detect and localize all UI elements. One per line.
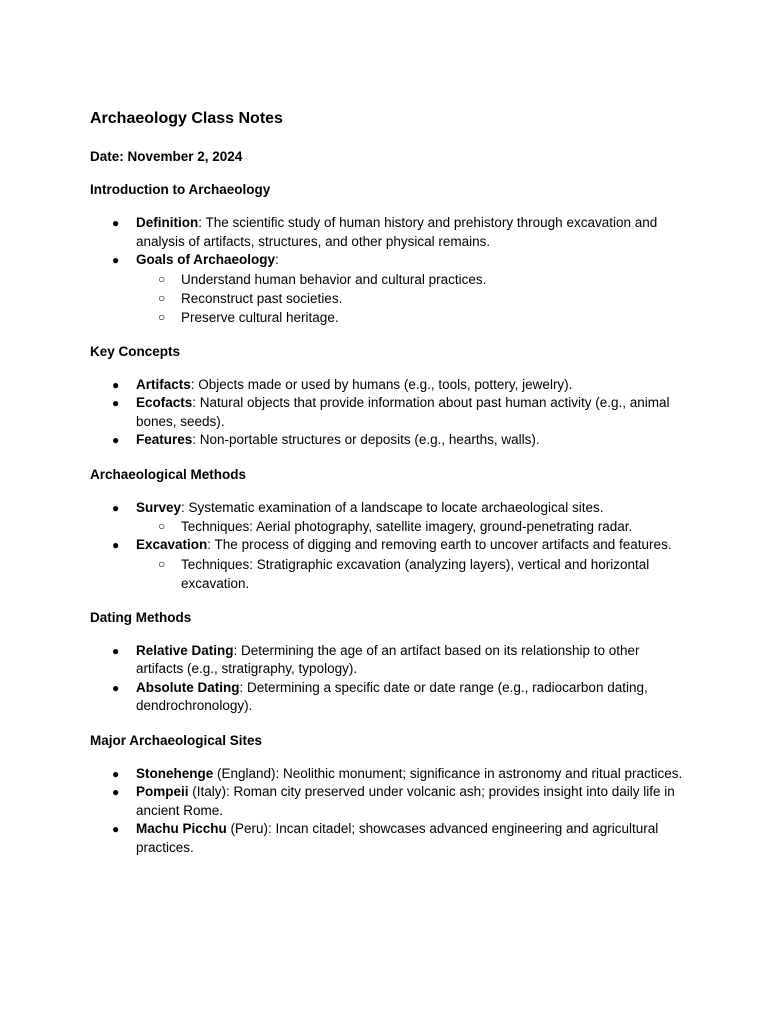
item-text: : Objects made or used by humans (e.g., tools, pottery, jewelry). <box>190 376 573 392</box>
sub-list-item <box>136 308 688 327</box>
list-item <box>90 642 688 679</box>
item-text: (England): Neolithic monument; significance in astronomy and ritual practices. <box>213 765 683 781</box>
section-heading: Introduction to Archaeology <box>90 182 271 197</box>
list-item <box>90 679 688 716</box>
list-item <box>90 214 688 251</box>
sub-item-text: Techniques: Aerial photography, satellite imagery, ground-penetrating radar. <box>181 519 633 534</box>
item-text: : Determining the age of an artifact based on its relationship to other artifacts (e.g., stratigraphy, typology). <box>136 642 640 676</box>
list-item <box>90 536 688 593</box>
item-term: Ecofacts <box>136 395 193 410</box>
list-item <box>90 251 688 327</box>
bullet-circle-icon: ○ <box>158 309 166 324</box>
bullet-dot-icon: ● <box>112 253 120 267</box>
item-text: : The scientific study of human history and prehistory through excavation and analysis of artifacts, structures, and other physical remains. <box>136 215 658 249</box>
item-text: : Determining a specific date or date range (e.g., radiocarbon dating, dendrochronology). <box>136 679 648 713</box>
item-term: Survey <box>136 499 182 515</box>
sub-list-item <box>136 270 688 289</box>
bullet-dot-icon: ● <box>112 216 120 230</box>
bullet-dot-icon: ● <box>112 500 120 515</box>
list-item <box>90 394 688 431</box>
section-heading: Dating Methods <box>90 609 192 625</box>
bullet-list <box>90 376 688 450</box>
list-item <box>90 783 688 820</box>
bullet-list <box>90 765 688 858</box>
item-term: Relative Dating <box>136 642 234 658</box>
sub-item-text: Reconstruct past societies. <box>181 290 343 306</box>
sub-list <box>136 270 688 327</box>
document-date: Date: November 2, 2024 <box>90 149 243 164</box>
item-term: Machu Picchu <box>136 821 227 836</box>
item-term: Pompeii <box>136 784 189 799</box>
item-text: : The process of digging and removing earth to uncover artifacts and features. <box>207 537 672 552</box>
sub-list-item <box>136 555 688 593</box>
document-title: Archaeology Class Notes <box>90 110 283 127</box>
list-item <box>90 499 688 537</box>
item-text: (Italy): Roman city preserved under volcanic ash; provides insight into daily life in ancient Rome. <box>136 784 675 818</box>
sub-item-text: Understand human behavior and cultural practices. <box>181 271 487 287</box>
section-heading: Archaeological Methods <box>90 466 247 482</box>
list-item <box>90 431 688 450</box>
list-item <box>90 376 688 395</box>
sub-list-item <box>136 289 688 308</box>
sections-container <box>90 181 688 857</box>
bullet-dot-icon: ● <box>112 680 120 695</box>
item-text: : Natural objects that provide information about past human activity (e.g., animal bones, seeds). <box>136 395 670 429</box>
item-text: : Systematic examination of a landscape to locate archaeological sites. <box>181 499 604 515</box>
item-term: Features <box>136 432 193 447</box>
bullet-dot-icon: ● <box>112 766 120 781</box>
item-term: Definition <box>136 215 199 230</box>
list-item <box>90 765 688 784</box>
sub-item-text: Preserve cultural heritage. <box>181 309 339 325</box>
bullet-dot-icon: ● <box>112 377 120 392</box>
item-term: Excavation <box>136 537 208 552</box>
sub-item-text: Techniques: Stratigraphic excavation (analyzing layers), vertical and horizontal excavation. <box>181 556 650 591</box>
bullet-dot-icon: ● <box>112 433 120 447</box>
section-heading: Major Archaeological Sites <box>90 732 263 748</box>
section-heading: Key Concepts <box>90 343 181 359</box>
list-item <box>90 820 688 857</box>
bullet-circle-icon: ○ <box>158 290 166 305</box>
bullet-dot-icon: ● <box>112 822 120 836</box>
item-text: : Non-portable structures or deposits (e.g., hearths, walls). <box>192 432 540 447</box>
sub-list <box>136 517 688 536</box>
bullet-dot-icon: ● <box>112 785 120 799</box>
item-text: : <box>275 252 279 267</box>
bullet-list <box>90 214 688 327</box>
item-term: Absolute Dating <box>136 679 240 695</box>
sub-list-item <box>136 517 688 536</box>
bullet-dot-icon: ● <box>112 396 120 410</box>
bullet-list <box>90 642 688 716</box>
sub-list <box>136 555 688 593</box>
bullet-circle-icon: ○ <box>158 519 166 533</box>
bullet-circle-icon: ○ <box>158 556 166 571</box>
bullet-circle-icon: ○ <box>158 271 166 286</box>
item-term: Artifacts <box>136 376 191 392</box>
item-text: (Peru): Incan citadel; showcases advanced engineering and agricultural practices. <box>136 821 659 855</box>
bullet-dot-icon: ● <box>112 643 120 658</box>
item-term: Goals of Archaeology <box>136 252 276 267</box>
item-term: Stonehenge <box>136 765 214 781</box>
bullet-dot-icon: ● <box>112 538 120 552</box>
bullet-list <box>90 499 688 593</box>
